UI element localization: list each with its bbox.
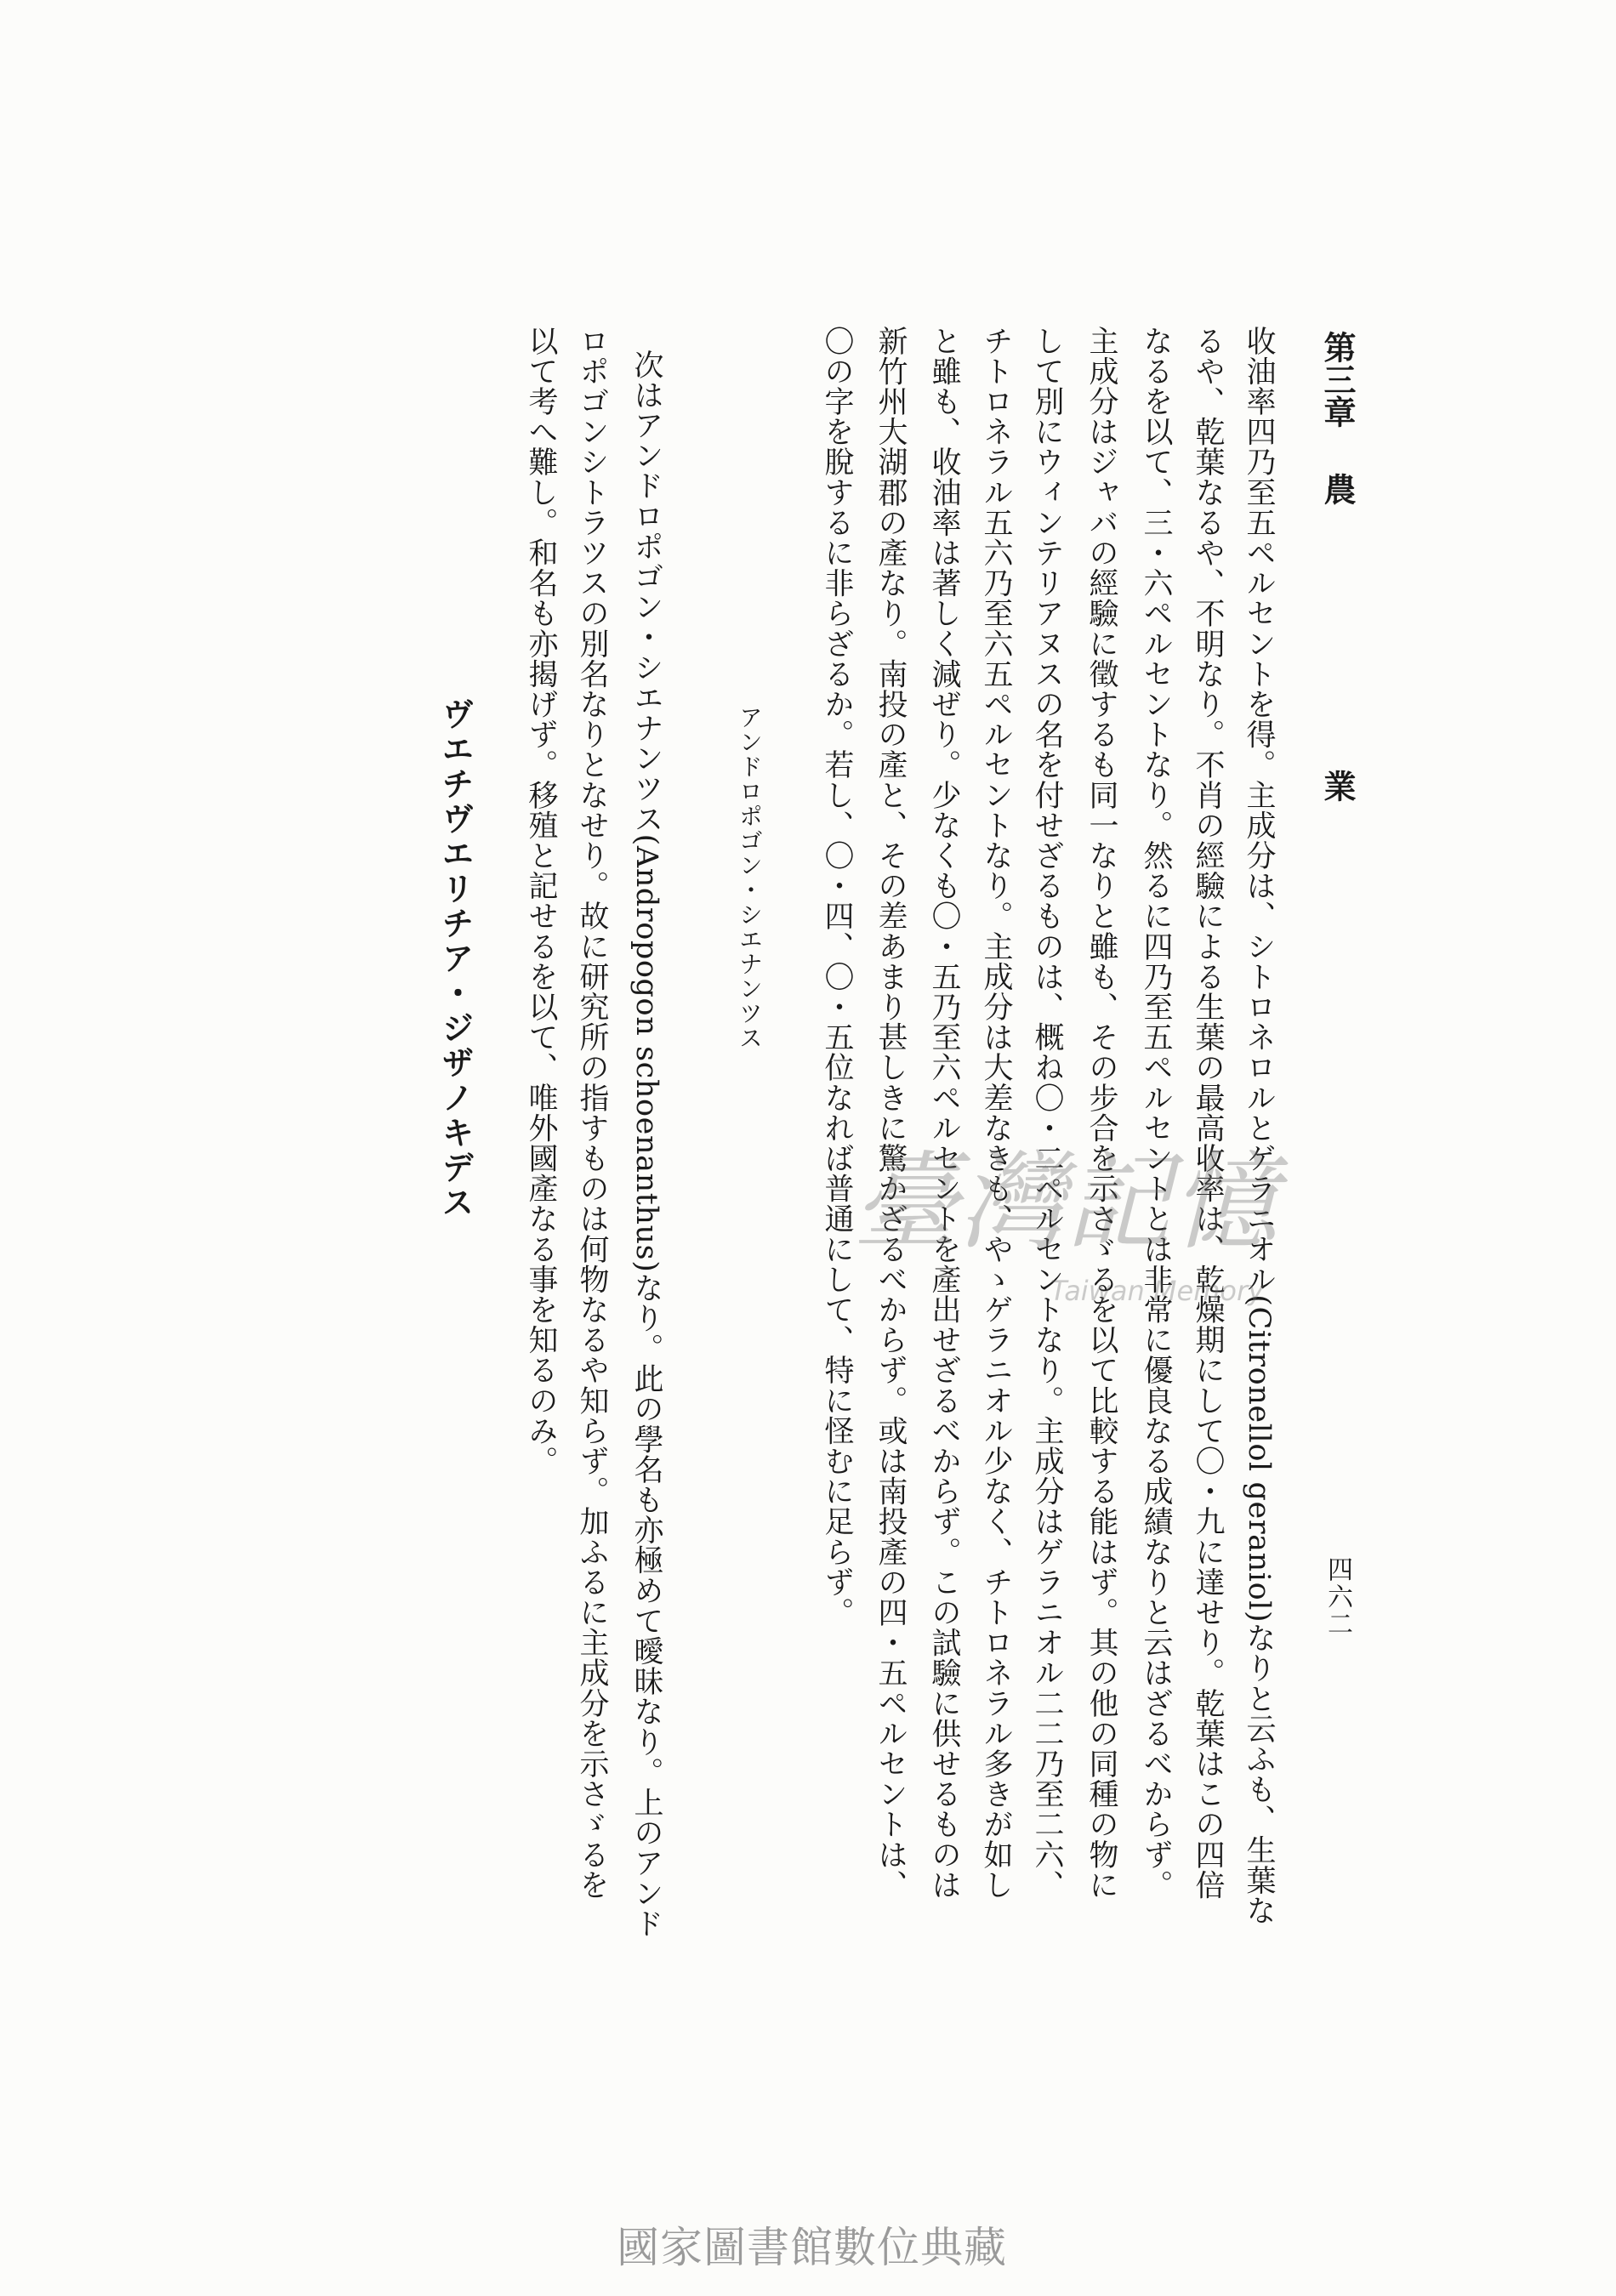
archive-footer-label: 國家圖書館數位典藏	[617, 2223, 1007, 2272]
running-title-char: 業	[1318, 770, 1357, 802]
watermark-logo-subtext: Taiwan Memory	[1050, 1275, 1265, 1307]
text-column: 收油率四乃至五ペルセントを得。主成分は、シトロネロルとゲラニオル(Citronellol geraniol)なりと云ふも、生葉な	[1242, 326, 1276, 1926]
text-column: 以て考へ難し。和名も亦揭げず。移殖と記せるを以て、唯外國產なる事を知るのみ。	[524, 326, 558, 1476]
watermark-logo: 臺灣記憶	[852, 1141, 1277, 1265]
text-column: 〇の字を脫するに非らざるか。若し、〇・四、〇・五位なれば普通にして、特に怪むに足らず。	[820, 326, 854, 1628]
text-column: チトロネラル五六乃至六五ペルセントなり。主成分は大差なきも、やゝゲラニオル少なく、チトロネラル多きが如し	[979, 326, 1013, 1901]
text-column: して別にウィンテリアヌスの名を付せざるものは、概ね〇・二ペルセントなり。主成分はゲラニオル二二乃至二六、	[1030, 326, 1064, 1901]
text-column: なるを以て、三・六ペルセントなり。然るに四乃至五ペルセントとは非常に優良なる成績なりと云はざるべからず。	[1139, 326, 1173, 1901]
text-column: と雖も、收油率は著しく減ぜり。少なくも〇・五乃至六ペルセントを產出せざるべからず。この試驗に供せるものは	[927, 326, 961, 1901]
page-number: 四六二	[1323, 1556, 1352, 1638]
text-column: 次はアンドロポゴン・シエナンツス(Andropogon schoenanthus)なり。此の學名も亦極めて曖昧なり。上のアンド	[629, 350, 663, 1939]
text-column: 主成分はジャバの經驗に徵するも同一なりと雖も、その步合を示さゞるを以て比較する能はず。其の他の同種の物に	[1084, 326, 1118, 1901]
running-title-char: 農	[1318, 473, 1357, 505]
text-column: ロポゴンシトラツスの別名なりとなせり。故に研究所の指すものは何物なるや知らず。加ふるに主成分を示さゞるを	[575, 326, 609, 1901]
section-heading: ヴエチヴエリチア・ジザノキデス	[436, 697, 475, 1220]
text-column: 新竹州大湖郡の產なり。南投の產と、その差あまり甚しきに驚かざるべからず。或は南投產の四・五ペルセントは、	[873, 326, 908, 1901]
text-column: るや、乾葉なるや、不明なり。不肖の經驗による生葉の最高收率は、乾燥期にして〇・九に達せり。乾葉はこの四倍	[1191, 326, 1225, 1901]
chapter-label: 第三章	[1318, 331, 1357, 428]
section-heading: アンドロポゴン・シエナンツス	[736, 705, 764, 1050]
